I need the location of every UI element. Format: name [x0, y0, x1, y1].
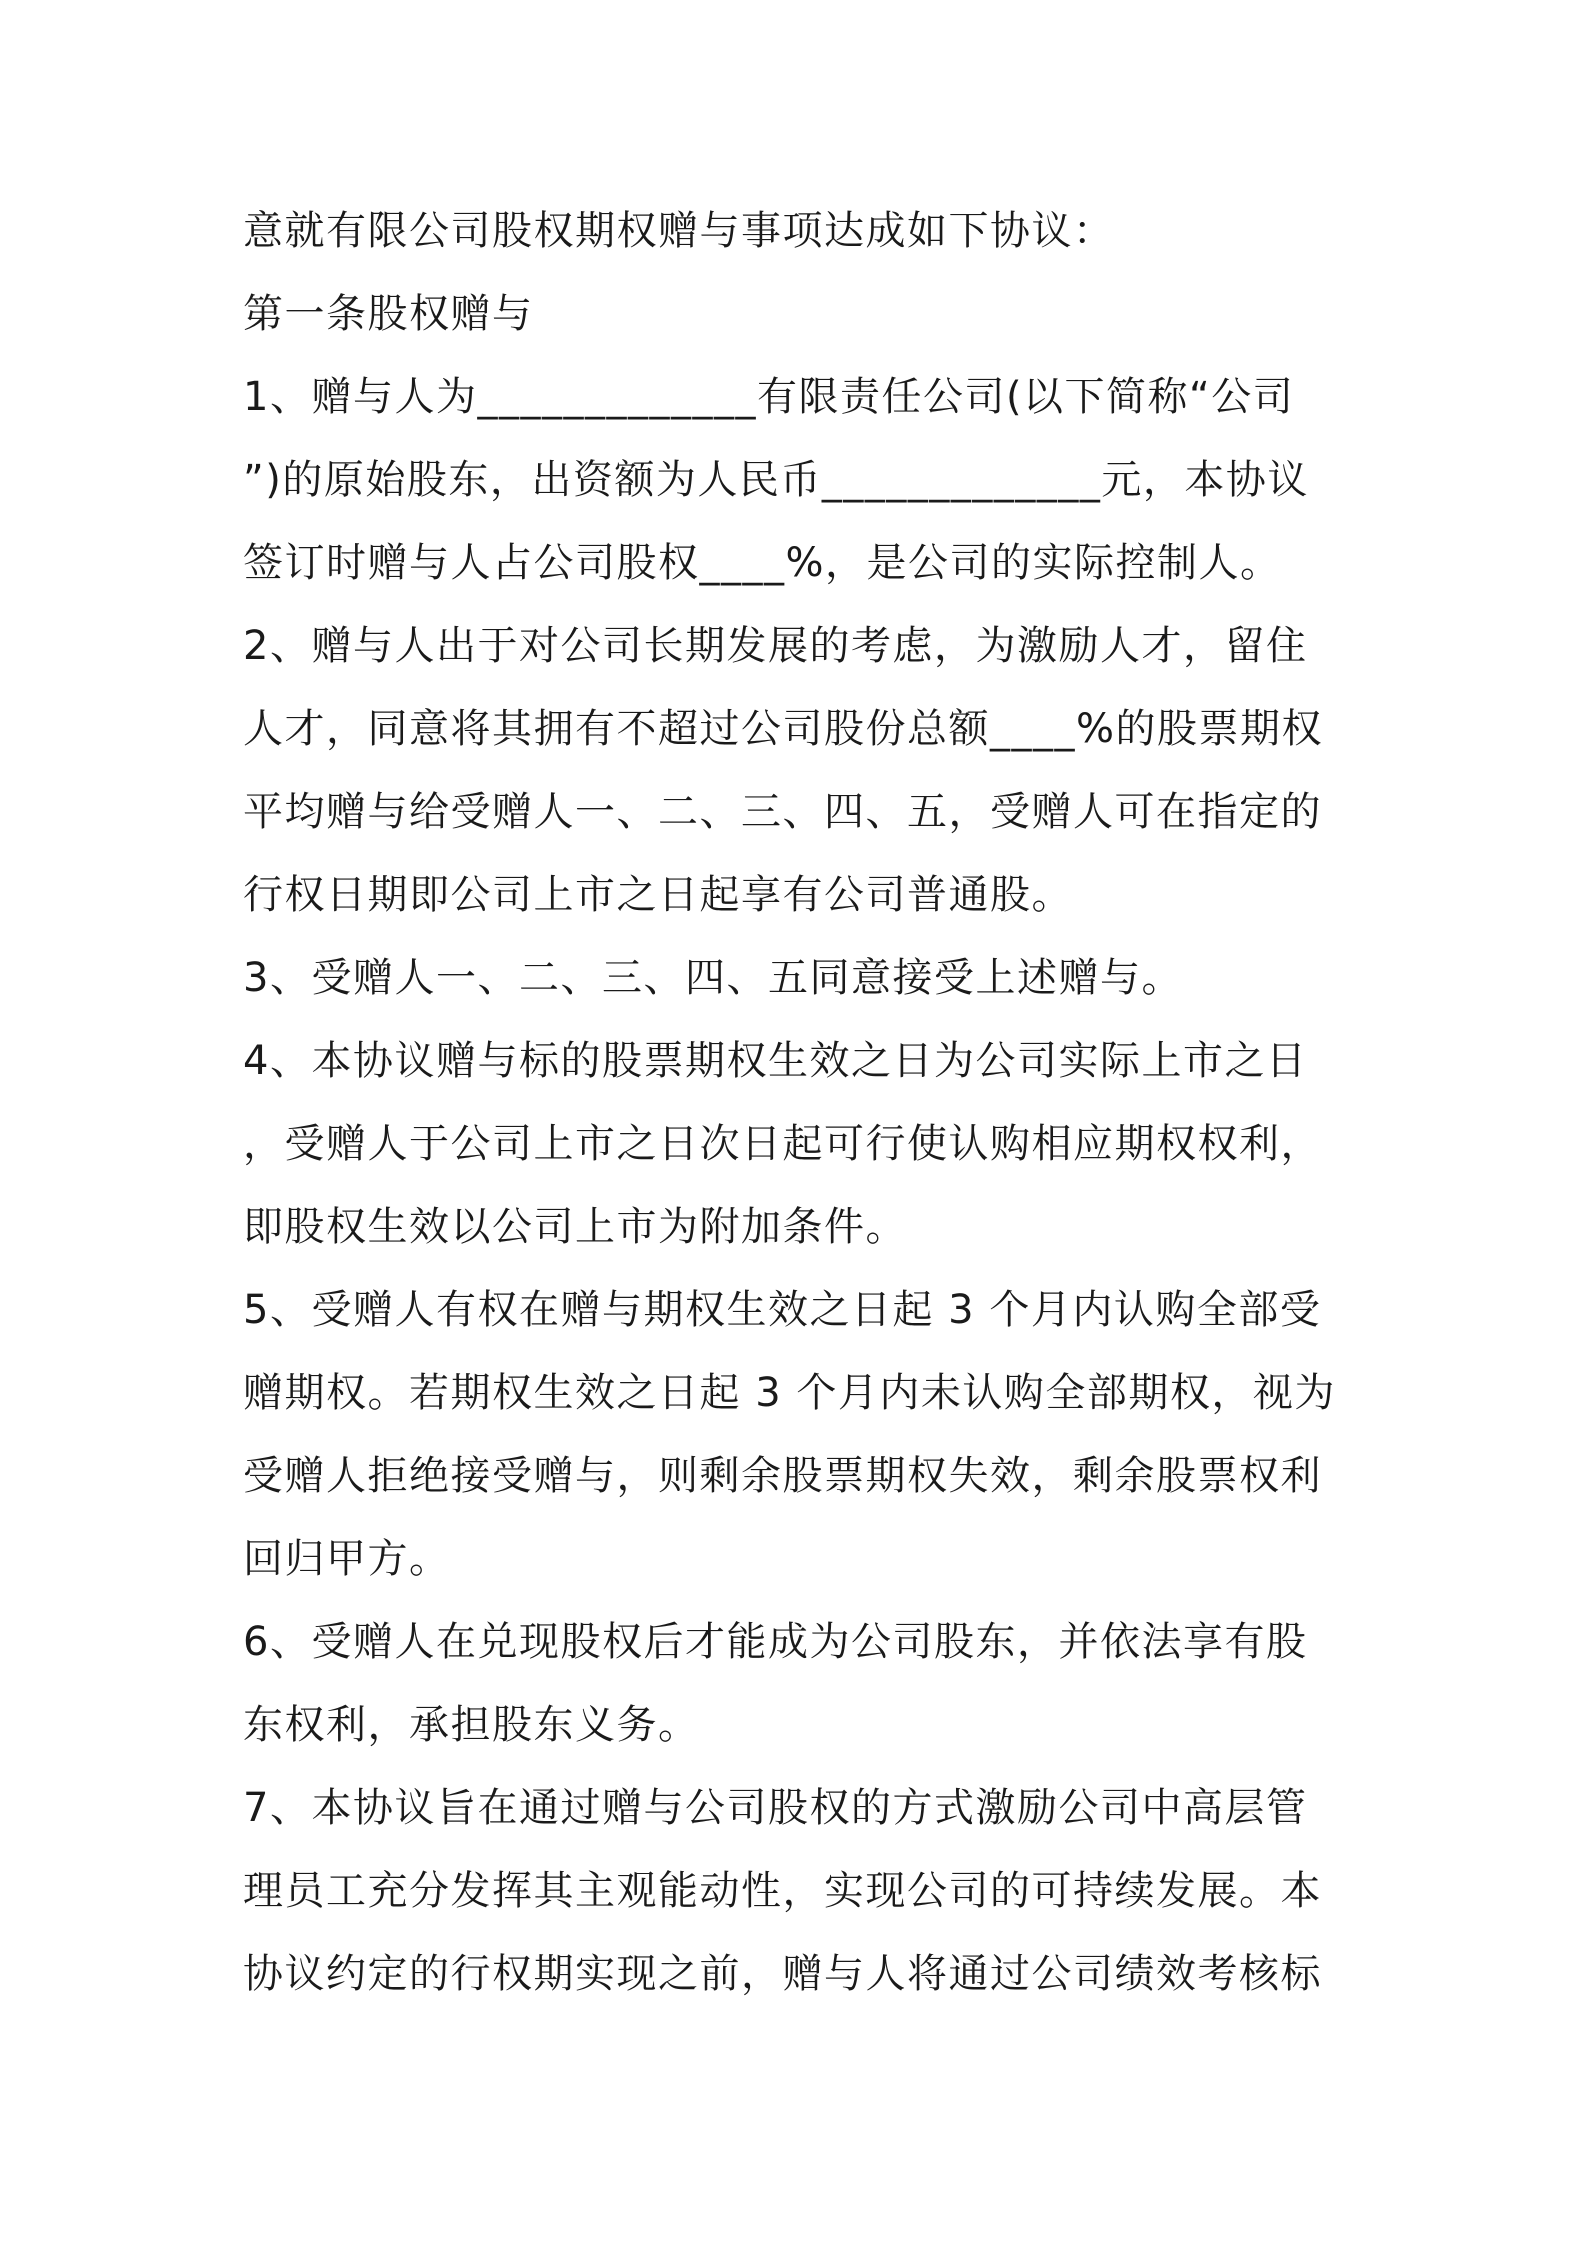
clause-6-line-1: 6、受赠人在兑现股权后才能成为公司股东，并依法享有股 [243, 1619, 1308, 1665]
clause-2-line-4: 行权日期即公司上市之日起享有公司普通股。 [243, 872, 1073, 918]
clause-7-line-2: 理员工充分发挥其主观能动性，实现公司的可持续发展。本 [243, 1868, 1322, 1914]
article-1-heading: 第一条股权赠与 [243, 291, 534, 337]
clause-3-line-1: 3、受赠人一、二、三、四、五同意接受上述赠与。 [243, 955, 1183, 1001]
clause-1-line-2: ”)的原始股东，出资额为人民币_____________元，本协议 [243, 457, 1309, 503]
clause-4-line-2: ，受赠人于公司上市之日次日起可行使认购相应期权权利， [243, 1121, 1322, 1167]
clause-2-line-1: 2、赠与人出于对公司长期发展的考虑，为激励人才，留住 [243, 623, 1308, 669]
document-body [243, 190, 1358, 2016]
clause-7-line-1: 7、本协议旨在通过赠与公司股权的方式激励公司中高层管 [243, 1785, 1308, 1831]
clause-1-line-1: 1、赠与人为_____________有限责任公司(以下简称“公司 [243, 374, 1295, 420]
clause-2-line-3: 平均赠与给受赠人一、二、三、四、五，受赠人可在指定的 [243, 789, 1322, 835]
clause-6-line-2: 东权利，承担股东义务。 [243, 1702, 700, 1748]
clause-7-line-3: 协议约定的行权期实现之前，赠与人将通过公司绩效考核标 [243, 1951, 1322, 1997]
clause-1-line-3: 签订时赠与人占公司股权____%，是公司的实际控制人。 [243, 540, 1282, 586]
clause-5-line-1: 5、受赠人有权在赠与期权生效之日起 3 个月内认购全部受 [243, 1287, 1322, 1333]
clause-2-line-2: 人才，同意将其拥有不超过公司股份总额____%的股票期权 [243, 706, 1324, 752]
clause-5-line-2: 赠期权。若期权生效之日起 3 个月内未认购全部期权，视为 [243, 1370, 1336, 1416]
clause-5-line-4: 回归甲方。 [243, 1536, 451, 1582]
clause-4-line-1: 4、本协议赠与标的股票期权生效之日为公司实际上市之日 [243, 1038, 1308, 1084]
intro-line: 意就有限公司股权期权赠与事项达成如下协议： [243, 208, 1115, 254]
clause-4-line-3: 即股权生效以公司上市为附加条件。 [243, 1204, 907, 1250]
clause-5-line-3: 受赠人拒绝接受赠与，则剩余股票期权失效，剩余股票权利 [243, 1453, 1322, 1499]
